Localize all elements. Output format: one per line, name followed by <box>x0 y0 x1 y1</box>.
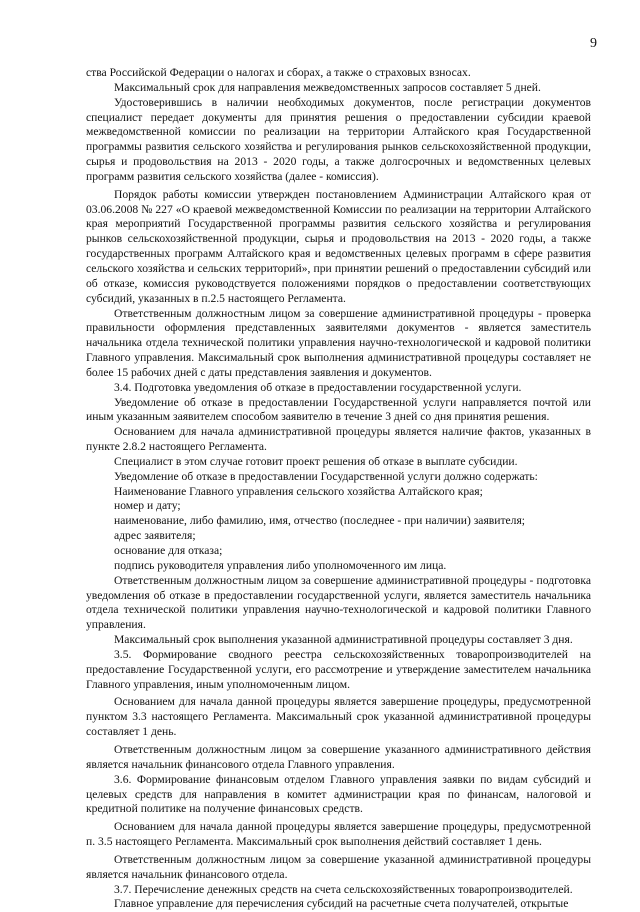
paragraph: ства Российской Федерации о налогах и сборах, а также о страховых взносах. <box>86 66 471 79</box>
paragraph: номер и дату; <box>114 499 181 513</box>
paragraph: Ответственным должностным лицом за совершение указанного административного действия является начальник финансового отдела Главного управления. <box>86 742 591 771</box>
paragraph: Основанием для начала административной процедуры является наличие фактов, указанных в пункте 2.8.2 настоящего Регламента. <box>86 425 591 454</box>
paragraph: основание для отказа; <box>114 544 223 557</box>
paragraph: Уведомление об отказе в предоставлении Государственной услуги должно содержать: <box>114 469 538 483</box>
paragraph: подпись руководителя управления либо уполномоченного им лица. <box>114 558 447 572</box>
paragraph: наименование, либо фамилию, имя, отчество (последнее - при наличии) заявителя; <box>114 514 526 528</box>
paragraph: 3.7. Перечисление денежных средств на счета сельскохозяйственных товаропроизводителей. <box>114 882 573 896</box>
paragraph: 3.5. Формирование сводного реестра сельскохозяйственных товаропроизводителей на предоставление Государственной услуги, его рассмотрение и утверждение заместителем начальника Главного управления, иным уполномоченным лицом. <box>86 647 591 691</box>
paragraph: Ответственным должностным лицом за совершение административной процедуры - проверка правильности оформления представленных заявителями документов - является заместитель начальника отдела технической политики управления научно-технологической и кадровой политики Главного управления. Максимальный срок выполнения административной процедуры составляет не более 15 рабочих дней с даты представления заявления и документов. <box>86 306 591 379</box>
paragraph: Основанием для начала данной процедуры является завершение процедуры, предусмотренной п. 3.5 настоящего Регламента. Максимальный срок выполнения действий составляет 1 день. <box>86 820 591 849</box>
paragraph: 3.4. Подготовка уведомления об отказе в предоставлении государственной услуги. <box>114 380 522 394</box>
paragraph: Специалист в этом случае готовит проект решения об отказе в выплате субсидии. <box>114 454 518 468</box>
paragraph: 3.6. Формирование финансовым отделом Главного управления заявки по видам субсидий и целевых средств для направления в комитет администрации края по финансам, налоговой и кредитной политике на получение финансовых средств. <box>86 772 591 816</box>
document-body <box>86 66 591 912</box>
paragraph: Уведомление об отказе в предоставлении Государственной услуги направляется почтой или иным указанным заявителем способом заявителю в течение 3 дней со дня принятия решения. <box>86 395 591 424</box>
paragraph: Удостоверившись в наличии необходимых документов, после регистрации документов специалист передает документы для принятия решения о предоставлении субсидии краевой межведомственной комиссии по реализации на территории Алтайского края Государственной программы развития сельского хозяйства и регулирования рынков сельскохозяйственной продукции, сырья и продовольствия на 2013 - 2020 годы, а также долгосрочных и ведомственных целевых программ развития сельского хозяйства (далее - комиссия). <box>86 95 591 183</box>
paragraph: Наименование Главного управления сельского хозяйства Алтайского края; <box>114 484 483 498</box>
paragraph: Порядок работы комиссии утвержден постановлением Администрации Алтайского края от 03.06.2008 № 227 «О краевой межведомственной Комиссии по реализации на территории Алтайского края мероприятий Государственной программы развития сельского хозяйства и регулирования рынков сельскохозяйственной продукции, сырья и продовольствия на 2013 - 2020 годы, а также государственных программ Алтайского края и ведомственных целевых программ в сфере развития сельского хозяйства и сельских территорий», при принятии решений о предоставлении субсидий или об отказе, комиссия руководствуется положениями порядков о предоставлении соответствующих субсидий, указанных в п.2.5 настоящего Регламента. <box>86 187 591 305</box>
page-number: 9 <box>590 36 597 51</box>
paragraph: адрес заявителя; <box>114 529 196 543</box>
paragraph: Максимальный срок для направления межведомственных запросов составляет 5 дней. <box>114 80 541 94</box>
paragraph: Максимальный срок выполнения указанной административной процедуры составляет 3 дня. <box>114 633 573 647</box>
paragraph: Основанием для начала данной процедуры является завершение процедуры, предусмотренной пунктом 3.3 настоящего Регламента. Максимальный срок указанной административной процедуры составляет 1 день. <box>86 695 591 739</box>
paragraph: Главное управление для перечисления субсидий на расчетные счета получателей, открытые <box>114 897 569 911</box>
paragraph: Ответственным должностным лицом за совершение административной процедуры - подготовка уведомления об отказе в предоставлении государственной услуги, является заместитель начальника отдела технической политики управления научно-технологической и кадровой политики Главного управления. <box>86 573 591 632</box>
paragraph: Ответственным должностным лицом за совершение указанной административной процедуры является начальник финансового отдела. <box>86 852 591 881</box>
